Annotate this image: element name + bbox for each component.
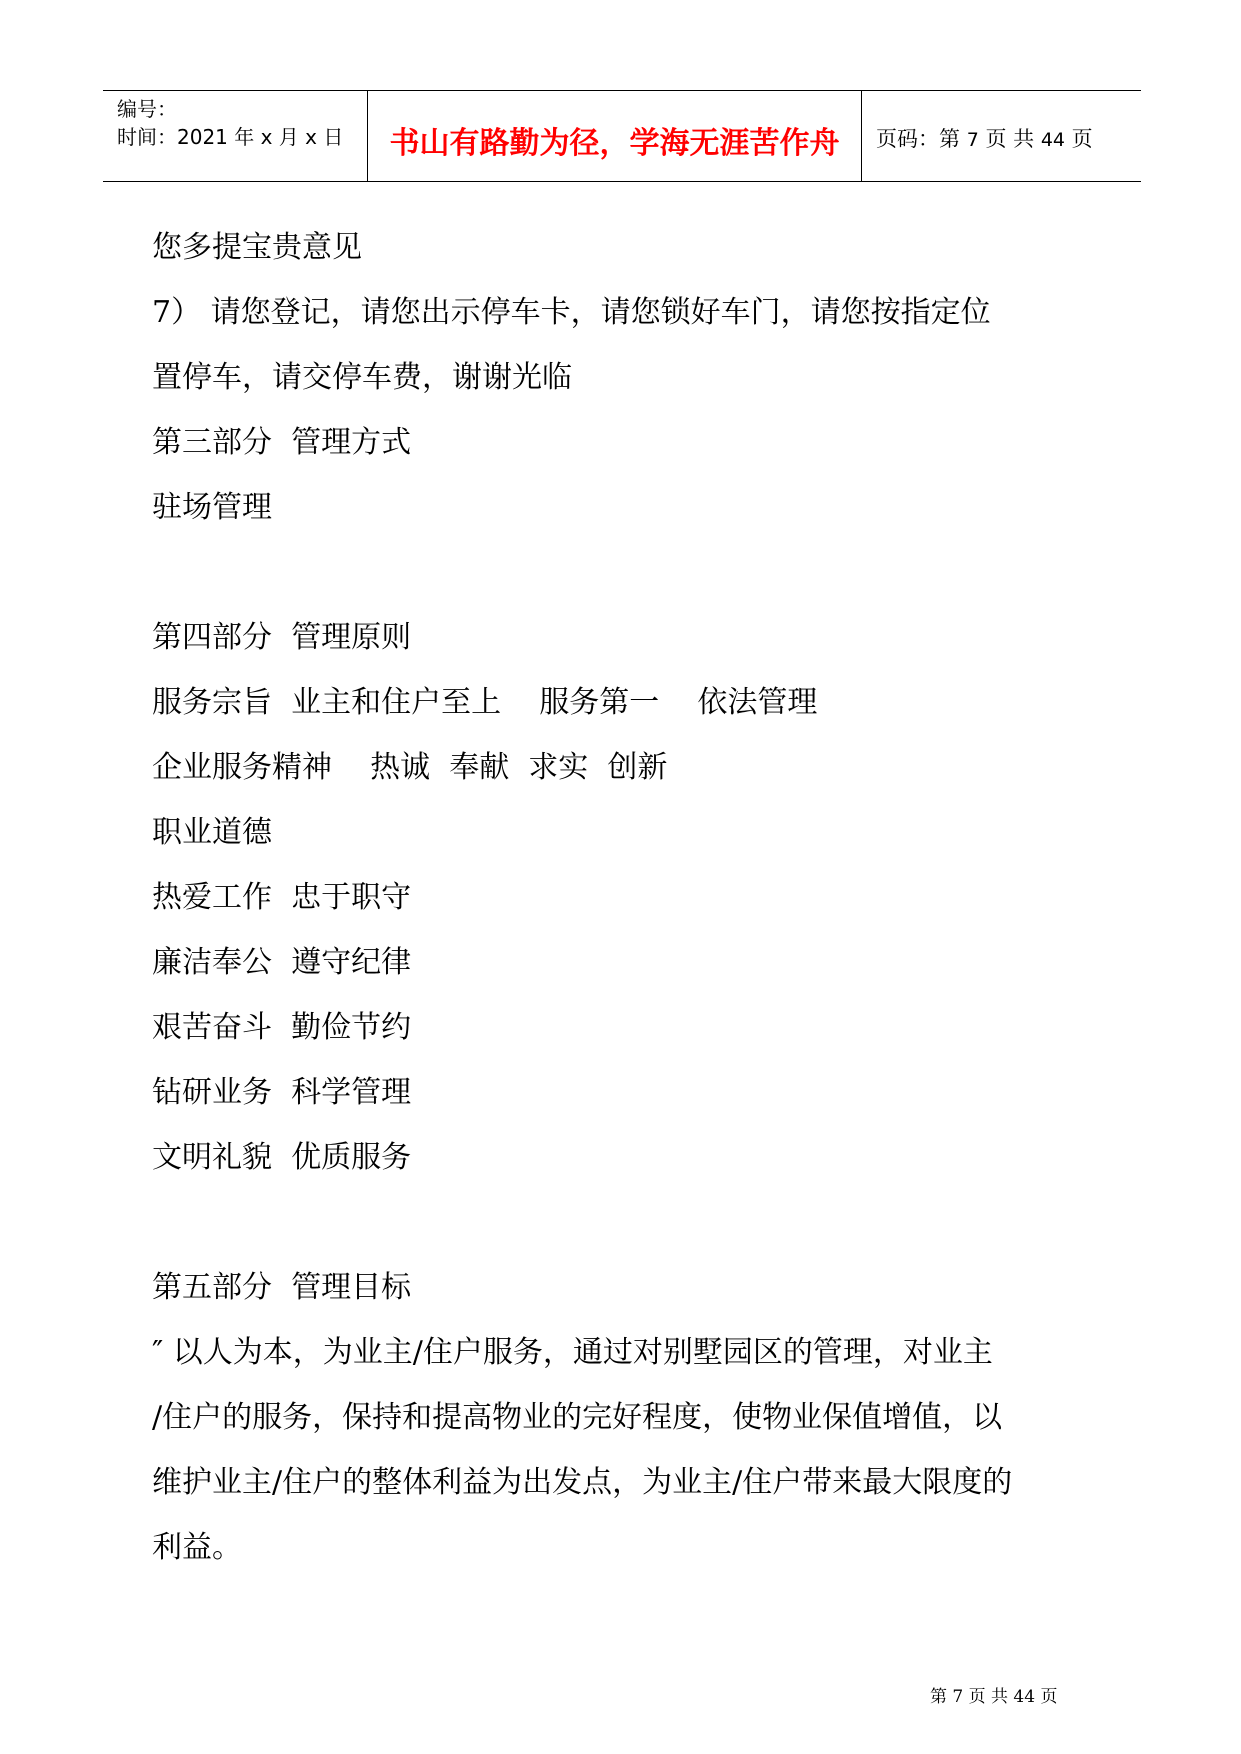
paragraph-line: 利益。 <box>152 1530 242 1565</box>
text-line: 文明礼貌 优质服务 <box>152 1140 412 1175</box>
text-line: 驻场管理 <box>152 490 272 525</box>
page-prefix: 页码：第 <box>876 127 967 151</box>
section-heading: 第五部分 管理目标 <box>152 1270 412 1305</box>
time-label: 时间：2021 年 x 月 x 日 <box>117 125 344 149</box>
header-motto: 书山有路勤为径，学海无涯苦作舟 <box>368 91 862 181</box>
text-line: 钻研业务 科学管理 <box>152 1075 412 1110</box>
text-line: 热爱工作 忠于职守 <box>152 880 412 915</box>
header-page-info <box>862 91 1141 181</box>
paragraph-line: ″ 以人为本，为业主/住户服务，通过对别墅园区的管理，对业主 <box>152 1335 993 1370</box>
text-line: 服务宗旨 业主和住户至上 服务第一 依法管理 <box>152 685 818 720</box>
text-line: 置停车，请交停车费，谢谢光临 <box>152 360 572 395</box>
section-heading: 第三部分 管理方式 <box>152 425 412 460</box>
text-line: 职业道德 <box>152 815 272 850</box>
header-info-cell <box>103 91 368 181</box>
page-suffix: 页 <box>1065 127 1093 151</box>
document-body <box>152 215 1097 1580</box>
text-line: 艰苦奋斗 勤俭节约 <box>152 1010 412 1045</box>
page-total: 44 <box>1040 129 1065 151</box>
page-footer: 第 7 页 共 44 页 <box>930 1687 1058 1707</box>
page-header <box>103 90 1141 182</box>
paragraph-line: 维护业主/住户的整体利益为出发点，为业主/住户带来最大限度的 <box>152 1465 1013 1500</box>
text-line: 7） 请您登记，请您出示停车卡，请您锁好车门，请您按指定位 <box>152 295 991 330</box>
text-line: 企业服务精神 热诚 奉献 求实 创新 <box>152 750 668 785</box>
serial-label: 编号： <box>117 97 177 121</box>
page-number: 7 <box>966 129 979 151</box>
text-line: 廉洁奉公 遵守纪律 <box>152 945 412 980</box>
page-mid: 页 共 <box>978 127 1041 151</box>
text-line: 您多提宝贵意见 <box>152 230 362 265</box>
blank-line <box>152 1190 1097 1255</box>
blank-line <box>152 540 1097 605</box>
paragraph-line: /住户的服务，保持和提高物业的完好程度，使物业保值增值，以 <box>152 1400 1003 1435</box>
section-heading: 第四部分 管理原则 <box>152 620 412 655</box>
